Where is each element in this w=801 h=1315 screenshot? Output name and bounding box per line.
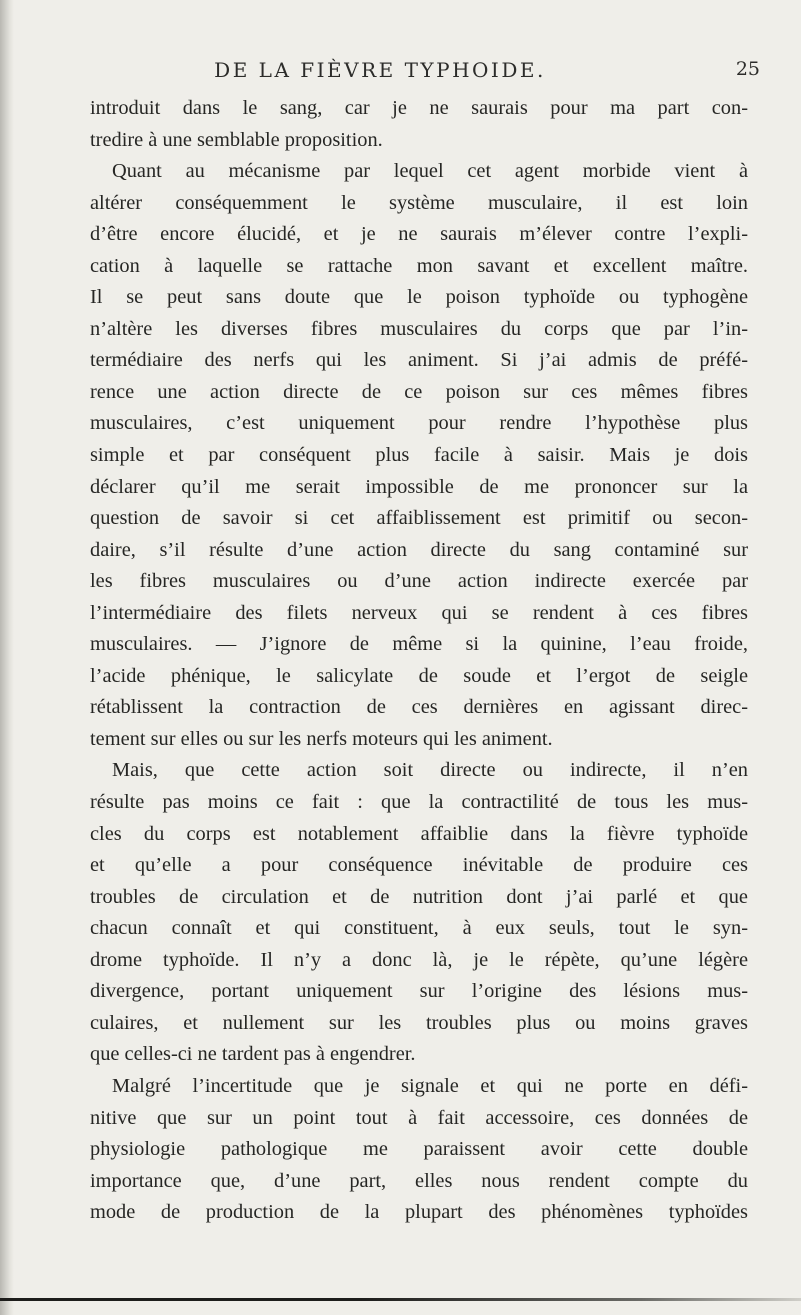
running-head	[90, 56, 770, 86]
text-line: résulte pas moins ce fait : que la contractilité de tous les mus-	[90, 791, 748, 814]
text-line: importance que, d’une part, elles nous rendent compte du	[90, 1169, 748, 1192]
text-line: Quant au mécanisme par lequel cet agent morbide vient à	[112, 160, 748, 183]
text-line: tement sur elles ou sur les nerfs moteurs qui les animent.	[90, 727, 553, 750]
text-line: Malgré l’incertitude que je signale et qui ne porte en défi-	[112, 1074, 748, 1097]
body-text	[90, 93, 748, 1229]
text-line: Il se peut sans doute que le poison typhoïde ou typhogène	[90, 286, 748, 309]
text-line: rétablissent la contraction de ces dernières en agissant direc-	[90, 696, 748, 719]
text-line: nitive que sur un point tout à fait accessoire, ces données de	[90, 1106, 748, 1129]
text-line: déclarer qu’il me serait impossible de me prononcer sur la	[90, 475, 748, 498]
page-spine-shadow	[0, 0, 14, 1315]
text-line: introduit dans le sang, car je ne saurais pour ma part con-	[90, 97, 748, 119]
text-line: simple et par conséquent plus facile à saisir. Mais je dois	[90, 444, 748, 467]
text-line: tredire à une semblable proposition.	[90, 128, 383, 151]
text-line: que celles-ci ne tardent pas à engendrer.	[90, 1043, 416, 1066]
text-line: cation à laquelle se rattache mon savant et excellent maître.	[90, 254, 748, 277]
page-edge-rule	[0, 1298, 801, 1301]
text-line: musculaires. — J’ignore de même si la quinine, l’eau froide,	[90, 633, 748, 656]
text-line: termédiaire des nerfs qui les animent. Si j’ai admis de préfé-	[90, 349, 748, 372]
running-title: DE LA FIÈVRE TYPHOIDE.	[214, 58, 546, 82]
text-line: question de savoir si cet affaiblissement est primitif ou secon-	[90, 507, 748, 530]
text-line: rence une action directe de ce poison sur ces mêmes fibres	[90, 380, 748, 403]
text-line: l’acide phénique, le salicylate de soude et l’ergot de seigle	[90, 664, 748, 687]
text-line: culaires, et nullement sur les troubles plus ou moins graves	[90, 1011, 748, 1034]
text-line: et qu’elle a pour conséquence inévitable de produire ces	[90, 854, 748, 877]
text-line: mode de production de la plupart des phénomènes typhoïdes	[90, 1201, 748, 1224]
text-line: divergence, portant uniquement sur l’origine des lésions mus-	[90, 980, 748, 1003]
text-line: l’intermédiaire des filets nerveux qui se rendent à ces fibres	[90, 601, 748, 624]
text-line: musculaires, c’est uniquement pour rendre l’hypothèse plus	[90, 412, 748, 435]
text-line: altérer conséquemment le système musculaire, il est loin	[90, 191, 748, 214]
text-line: les fibres musculaires ou d’une action indirecte exercée par	[90, 570, 748, 593]
text-line: cles du corps est notablement affaiblie dans la fièvre typhoïde	[90, 822, 748, 845]
text-line: troubles de circulation et de nutrition dont j’ai parlé et que	[90, 885, 748, 908]
text-line: daire, s’il résulte d’une action directe du sang contaminé sur	[90, 538, 748, 561]
text-line: chacun connaît et qui constituent, à eux seuls, tout le syn-	[90, 917, 748, 940]
page-number: 25	[735, 58, 760, 80]
text-line: physiologie pathologique me paraissent avoir cette double	[90, 1138, 748, 1161]
text-line: n’altère les diverses fibres musculaires du corps que par l’in-	[90, 317, 748, 340]
text-line: d’être encore élucidé, et je ne saurais m’élever contre l’expli-	[90, 223, 748, 246]
text-line: Mais, que cette action soit directe ou indirecte, il n’en	[112, 759, 748, 782]
text-line: drome typhoïde. Il n’y a donc là, je le répète, qu’une légère	[90, 948, 748, 971]
